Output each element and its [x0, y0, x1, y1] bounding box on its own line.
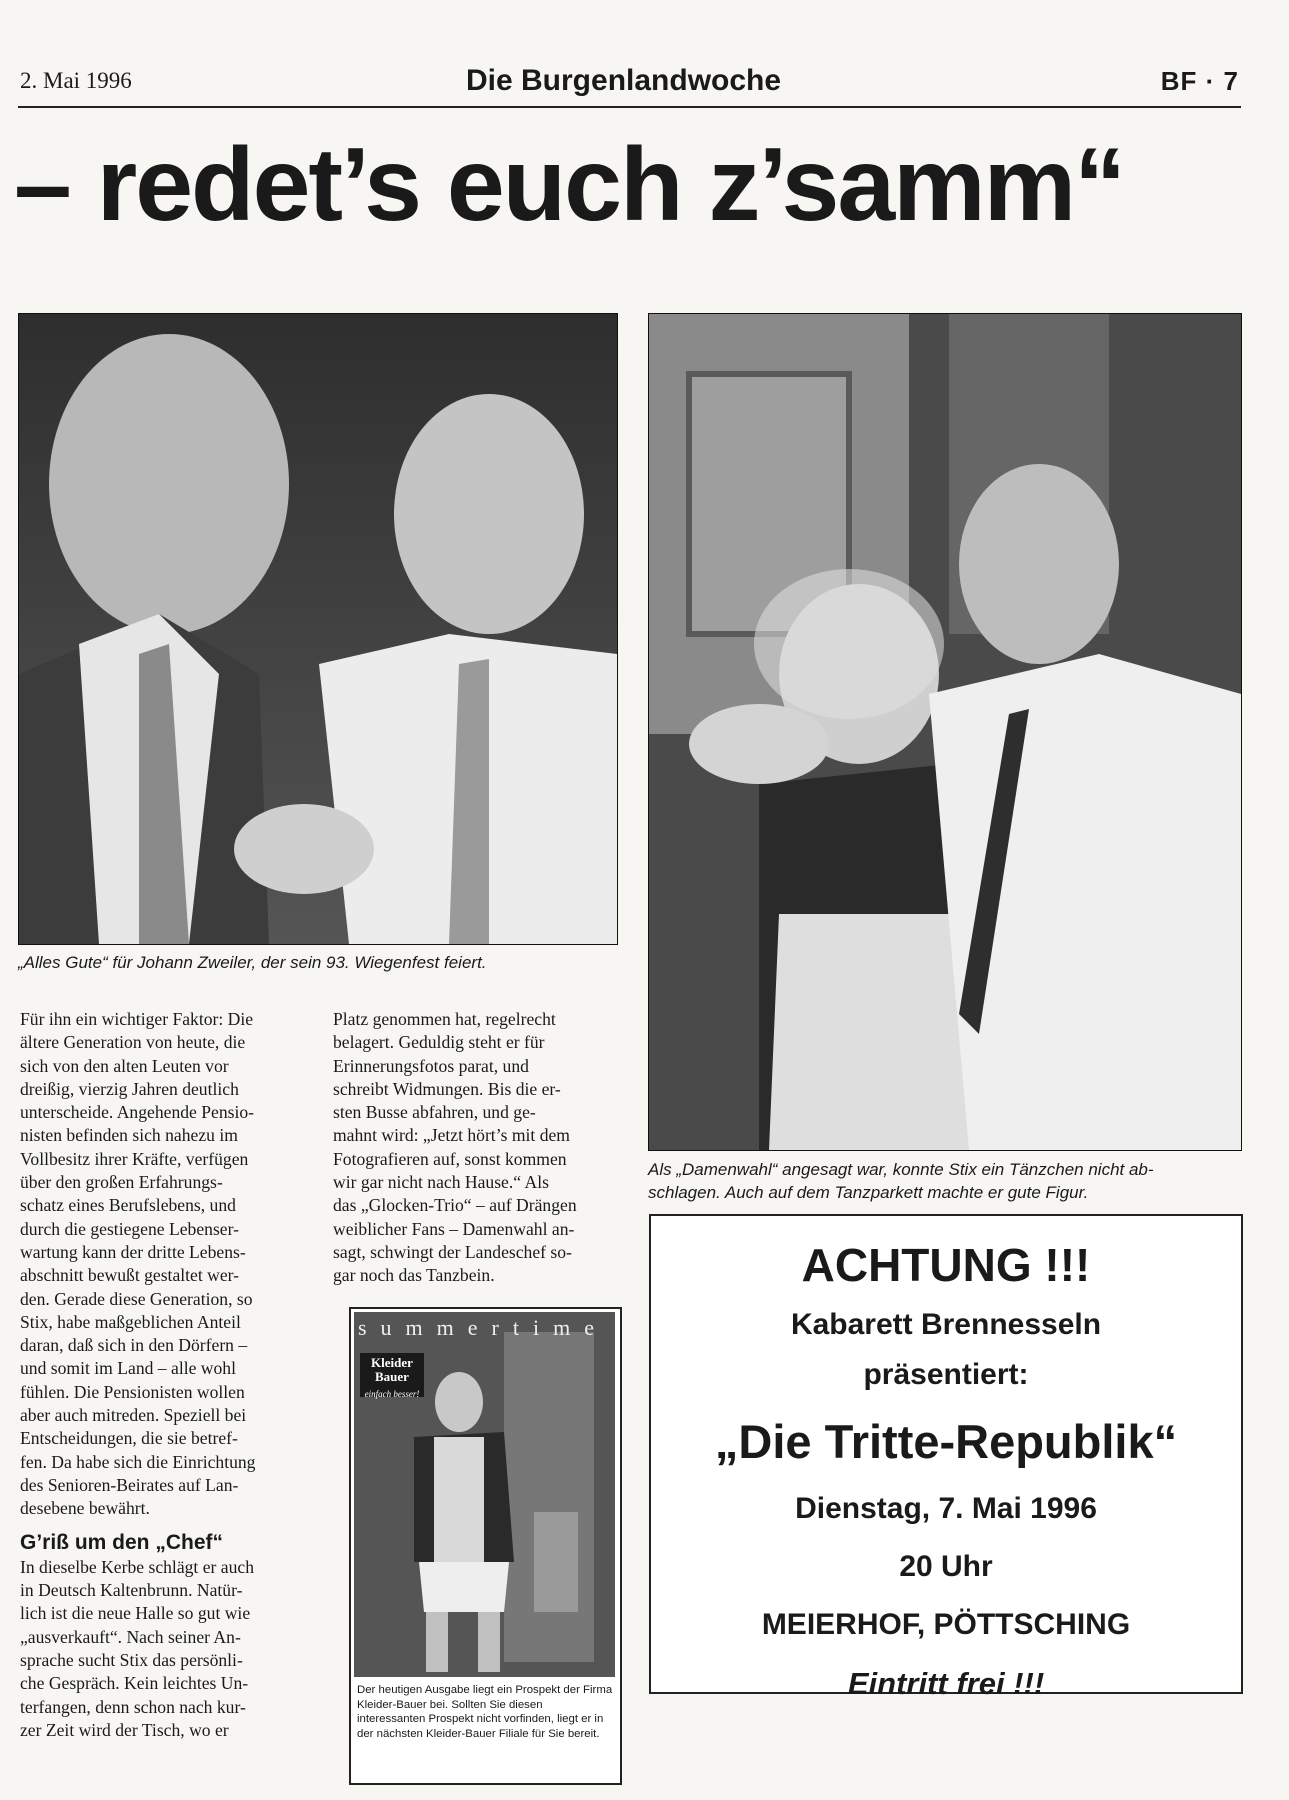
- article-line: wartung kann der dritte Lebens-: [20, 1241, 246, 1262]
- logo-line-1: Kleider: [371, 1355, 413, 1370]
- article-line: den. Gerade diese Generation, so: [20, 1288, 253, 1309]
- caption-handshake: „Alles Gute“ für Johann Zweiler, der sein 93. Wiegenfest feiert.: [18, 953, 487, 972]
- article-line: fen. Da habe sich die Einrichtung: [20, 1451, 256, 1472]
- article-line: schatz eines Berufslebens, und: [20, 1195, 236, 1216]
- logo-line-2: Bauer: [375, 1369, 409, 1384]
- article-line: Entscheidungen, die sie betref-: [20, 1428, 238, 1449]
- event-date: Dienstag, 7. Mai 1996: [795, 1492, 1097, 1525]
- article-line: sich von den alten Leuten vor: [20, 1055, 229, 1076]
- event-time: 20 Uhr: [899, 1550, 993, 1583]
- article-line: aber auch mitreden. Speziell bei: [20, 1405, 247, 1426]
- article-line: das „Glocken-Trio“ – auf Drängen: [333, 1195, 577, 1216]
- event-title: „Die Tritte-Republik“: [714, 1415, 1178, 1468]
- event-announcement: [649, 1214, 1243, 1701]
- article-paragraph-2: [20, 1556, 308, 1742]
- photo-handshake: [18, 313, 618, 945]
- article-line: ältere Generation von heute, die: [20, 1032, 246, 1053]
- caption-dance-line1: Als „Damenwahl“ angesagt war, konnte Stix ein Tänzchen nicht ab-: [648, 1160, 1154, 1179]
- article-line: Für ihn ein wichtiger Faktor: Die: [20, 1009, 254, 1029]
- article-line: dreißig, vierzig Jahren deutlich: [20, 1078, 239, 1099]
- headline: – redet’s euch z’samm“: [14, 127, 1125, 243]
- article-line: che Gespräch. Kein leichtes Un-: [20, 1673, 249, 1694]
- advert-text: Der heutigen Ausgabe liegt ein Prospekt der Firma Kleider-Bauer bei. Sollten Sie diesen interessanten Prospekt nicht vorfinden, liegt er in der nächsten Kleider-Bauer Filiale für Sie bereit.: [357, 1684, 613, 1740]
- article-line: fühlen. Die Pensionisten wollen: [20, 1381, 245, 1402]
- article-line: desebene bewährt.: [20, 1498, 150, 1519]
- article-line: terfangen, denn schon nach kur-: [20, 1696, 246, 1717]
- article-line: in Deutsch Kaltenbrunn. Natür-: [20, 1580, 243, 1601]
- article-line: Erinnerungsfotos parat, und: [333, 1055, 529, 1076]
- article-line: gar noch das Tanzbein.: [333, 1265, 495, 1286]
- article-paragraph-3: [333, 1008, 620, 1288]
- caption-dance: [648, 1159, 1248, 1204]
- article-line: In dieselbe Kerbe schlägt er auch: [20, 1556, 254, 1577]
- article-line: Platz genommen hat, regelrecht: [333, 1009, 556, 1029]
- article-line: abschnitt bewußt gestaltet wer-: [20, 1265, 240, 1286]
- article-line: schreibt Widmungen. Bis die er-: [333, 1078, 561, 1099]
- article-line: lich ist die neue Halle so gut wie: [20, 1603, 251, 1624]
- event-praesentiert: präsentiert:: [863, 1358, 1029, 1391]
- article-line: sagt, schwingt der Landeschef so-: [333, 1241, 572, 1262]
- newspaper-name: Die Burgenlandwoche: [466, 64, 782, 97]
- header-rule: [18, 106, 1241, 108]
- article-line: „ausverkauft“. Nach seiner An-: [20, 1626, 241, 1647]
- article-column-2: [333, 1008, 620, 1288]
- advert-kleider-bauer: [349, 1307, 622, 1785]
- caption-dance-line2: schlagen. Auch auf dem Tanzparkett machte er gute Figur.: [648, 1182, 1089, 1202]
- article-line: über den großen Erfahrungs-: [20, 1172, 223, 1193]
- article-line: durch die gestiegene Lebenser-: [20, 1218, 239, 1239]
- logo-slogan: einfach besser!: [364, 1389, 420, 1399]
- article-line: unterscheide. Angehende Pensio-: [20, 1102, 255, 1123]
- article-line: nisten befinden sich nahezu im: [20, 1125, 238, 1146]
- article-column-1: [20, 1008, 308, 1742]
- event-entry: Eintritt frei !!!: [847, 1666, 1045, 1701]
- advert-banner: summertime: [358, 1315, 608, 1340]
- article-line: Stix, habe maßgeblichen Anteil: [20, 1311, 241, 1332]
- article-line: daran, daß sich in den Dörfern –: [20, 1335, 248, 1356]
- article-line: wir gar nicht nach Hause.“ Als: [333, 1172, 549, 1193]
- article-line: Vollbesitz ihrer Kräfte, verfügen: [20, 1148, 249, 1169]
- article-subheading: G’riß um den „Chef“: [20, 1530, 224, 1554]
- page-number: BF · 7: [1160, 66, 1239, 96]
- article-paragraph-1: [20, 1008, 308, 1521]
- article-line: Fotografieren auf, sonst kommen: [333, 1148, 567, 1169]
- kleider-bauer-logo: [360, 1353, 424, 1397]
- article-line: des Senioren-Beirates auf Lan-: [20, 1474, 239, 1495]
- issue-date: 2. Mai 1996: [20, 68, 132, 93]
- article-line: zer Zeit wird der Tisch, wo er: [20, 1719, 229, 1740]
- article-line: belagert. Geduldig steht er für: [333, 1032, 545, 1053]
- article-line: weiblicher Fans – Damenwahl an-: [333, 1218, 575, 1239]
- event-kabarett: Kabarett Brennesseln: [790, 1308, 1102, 1341]
- event-achtung: ACHTUNG !!!: [801, 1239, 1091, 1291]
- article-line: sprache sucht Stix das persönli-: [20, 1650, 243, 1671]
- event-place: MEIERHOF, PÖTTSCHING: [761, 1608, 1131, 1641]
- article-line: mahnt wird: „Jetzt hört’s mit dem: [333, 1125, 570, 1146]
- article-line: sten Busse abfahren, und ge-: [333, 1102, 536, 1123]
- article-line: und somit im Land – alle wohl: [20, 1358, 236, 1379]
- photo-dance: [648, 313, 1242, 1151]
